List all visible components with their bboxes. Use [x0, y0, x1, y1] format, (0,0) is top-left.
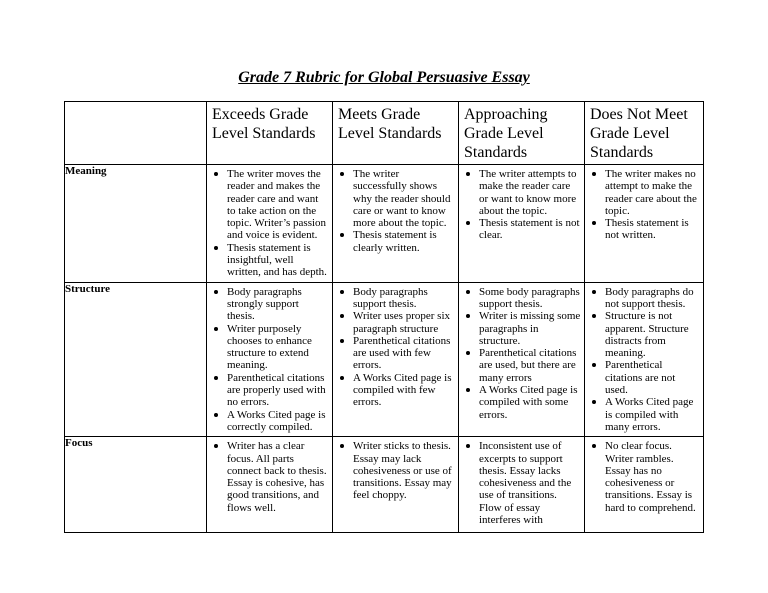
- criterion-text: Thesis statement is clearly written.: [353, 229, 437, 254]
- bullet-icon: [466, 172, 470, 176]
- criterion-list: [333, 437, 458, 504]
- criterion-item: [463, 440, 581, 526]
- bullet-icon: [466, 444, 470, 448]
- criterion-item: [589, 217, 700, 242]
- bullet-icon: [592, 290, 596, 294]
- criterion-item: [211, 440, 329, 514]
- rubric-row-structure: [65, 282, 704, 437]
- criterion-text: A Works Cited page is correctly compiled.: [227, 408, 326, 433]
- criterion-item: [463, 347, 581, 384]
- criterion-item: [211, 168, 329, 242]
- criterion-item: [337, 229, 455, 254]
- bullet-icon: [592, 363, 596, 367]
- criterion-text: Some body paragraphs support thesis.: [479, 285, 580, 310]
- criterion-list: [333, 165, 458, 257]
- bullet-icon: [214, 444, 218, 448]
- criterion-list: [459, 165, 584, 245]
- criterion-text: Parenthetical citations are used, but there are many errors: [479, 347, 577, 384]
- bullet-icon: [592, 172, 596, 176]
- criterion-item: [337, 440, 455, 501]
- bullet-icon: [466, 290, 470, 294]
- criterion-list: [459, 437, 584, 529]
- row-label: Structure: [65, 282, 207, 437]
- bullet-icon: [340, 339, 344, 343]
- criterion-cell-approaching: [459, 165, 585, 283]
- criterion-cell-does-not-meet: [585, 437, 704, 533]
- criterion-text: The writer moves the reader and makes the reader care and want to take action on the topic. Writer’s passion and voice is evident.: [227, 168, 327, 242]
- criterion-text: Parenthetical citations are properly used with no errors.: [227, 371, 326, 409]
- criterion-text: A Works Cited page is compiled with many errors.: [605, 396, 694, 433]
- criterion-text: Thesis statement is insightful, well written, and has depth.: [227, 241, 327, 279]
- bullet-icon: [214, 327, 218, 331]
- criterion-item: [589, 286, 700, 311]
- criterion-cell-approaching: [459, 282, 585, 437]
- criterion-text: Body paragraphs strongly support thesis.: [227, 285, 302, 323]
- bullet-icon: [592, 444, 596, 448]
- bullet-icon: [214, 290, 218, 294]
- criterion-item: [589, 310, 700, 359]
- bullet-icon: [340, 376, 344, 380]
- criterion-item: [589, 168, 700, 217]
- bullet-icon: [466, 221, 470, 225]
- criterion-text: Thesis statement is not clear.: [479, 217, 580, 242]
- criterion-cell-meets: [333, 282, 459, 437]
- criterion-cell-does-not-meet: [585, 165, 704, 283]
- criterion-list: [585, 165, 703, 245]
- criterion-cell-meets: [333, 437, 459, 533]
- criterion-text: Writer purposely chooses to enhance structure to extend meaning.: [227, 322, 312, 372]
- criterion-text: Writer has a clear focus. All parts connect back to thesis. Essay is cohesive, has good transitions, and flows well.: [227, 440, 327, 514]
- criterion-item: [589, 440, 700, 514]
- criterion-text: Parenthetical citations are used with few errors.: [353, 334, 451, 372]
- bullet-icon: [214, 246, 218, 250]
- header-approaching: Approaching Grade Level Standards: [459, 102, 585, 165]
- criterion-text: A Works Cited page is compiled with some errors.: [479, 384, 578, 421]
- criterion-item: [211, 372, 329, 409]
- criterion-item: [589, 359, 700, 396]
- criterion-text: Writer is missing some paragraphs in structure.: [479, 310, 581, 347]
- criterion-text: Inconsistent use of excerpts to support thesis. Essay lacks cohesiveness and the use of transitions. Flow of essay interferes with: [479, 440, 572, 527]
- criterion-text: Thesis statement is not written.: [605, 217, 689, 242]
- row-label: Meaning: [65, 165, 207, 283]
- page-title: Grade 7 Rubric for Global Persuasive Essay: [238, 69, 530, 86]
- criterion-cell-exceeds: [207, 282, 333, 437]
- criterion-item: [463, 286, 581, 311]
- bullet-icon: [340, 444, 344, 448]
- header-cell-empty: [65, 102, 207, 165]
- criterion-item: [463, 217, 581, 242]
- criterion-list: [207, 437, 332, 517]
- header-row: [65, 102, 704, 165]
- bullet-icon: [340, 290, 344, 294]
- bullet-icon: [592, 314, 596, 318]
- criterion-text: Writer uses proper six paragraph structure: [353, 310, 451, 335]
- criterion-item: [337, 310, 455, 335]
- row-label: Focus: [65, 437, 207, 533]
- criterion-text: Structure is not apparent. Structure distracts from meaning.: [605, 310, 689, 360]
- bullet-icon: [214, 376, 218, 380]
- criterion-cell-approaching: [459, 437, 585, 533]
- bullet-icon: [340, 314, 344, 318]
- bullet-icon: [340, 172, 344, 176]
- criterion-list: [207, 165, 332, 282]
- criterion-list: [585, 437, 703, 517]
- criterion-item: [463, 384, 581, 421]
- criterion-item: [211, 242, 329, 279]
- bullet-icon: [214, 172, 218, 176]
- criterion-item: [211, 286, 329, 323]
- bullet-icon: [466, 351, 470, 355]
- criterion-text: Body paragraphs support thesis.: [353, 285, 428, 310]
- criterion-list: [333, 283, 458, 412]
- criterion-text: Body paragraphs do not support thesis.: [605, 285, 694, 310]
- criterion-item: [337, 168, 455, 229]
- criterion-text: No clear focus. Writer rambles. Essay has no cohesiveness or transitions. Essay is hard to comprehend.: [605, 440, 696, 514]
- criterion-list: [585, 283, 703, 437]
- bullet-icon: [592, 221, 596, 225]
- criterion-cell-meets: [333, 165, 459, 283]
- header-does-not-meet: Does Not Meet Grade Level Standards: [585, 102, 704, 165]
- criterion-cell-exceeds: [207, 165, 333, 283]
- criterion-item: [463, 168, 581, 217]
- rubric-table: [64, 101, 704, 533]
- bullet-icon: [466, 388, 470, 392]
- criterion-list: [207, 283, 332, 437]
- bullet-icon: [466, 314, 470, 318]
- rubric-row-focus: [65, 437, 704, 533]
- bullet-icon: [340, 233, 344, 237]
- bullet-icon: [592, 400, 596, 404]
- criterion-text: Parenthetical citations are not used.: [605, 359, 676, 397]
- criterion-cell-exceeds: [207, 437, 333, 533]
- criterion-item: [337, 335, 455, 372]
- criterion-item: [211, 409, 329, 434]
- criterion-text: The writer makes no attempt to make the reader care about the topic.: [605, 168, 697, 217]
- bullet-icon: [214, 413, 218, 417]
- header-meets: Meets Grade Level Standards: [333, 102, 459, 165]
- criterion-text: Writer sticks to thesis. Essay may lack cohesiveness or use of transitions. Essay may feel choppy.: [353, 440, 452, 502]
- criterion-cell-does-not-meet: [585, 282, 704, 437]
- criterion-item: [211, 323, 329, 372]
- header-exceeds: Exceeds Grade Level Standards: [207, 102, 333, 165]
- rubric-row-meaning: [65, 165, 704, 283]
- criterion-text: The writer attempts to make the reader care or want to know more about the topic.: [479, 168, 577, 217]
- criterion-text: The writer successfully shows why the reader should care or want to know more about the topic.: [353, 168, 451, 230]
- criterion-item: [337, 372, 455, 409]
- criterion-item: [337, 286, 455, 311]
- criterion-text: A Works Cited page is compiled with few errors.: [353, 371, 452, 409]
- criterion-item: [463, 310, 581, 347]
- criterion-list: [459, 283, 584, 424]
- criterion-item: [589, 396, 700, 433]
